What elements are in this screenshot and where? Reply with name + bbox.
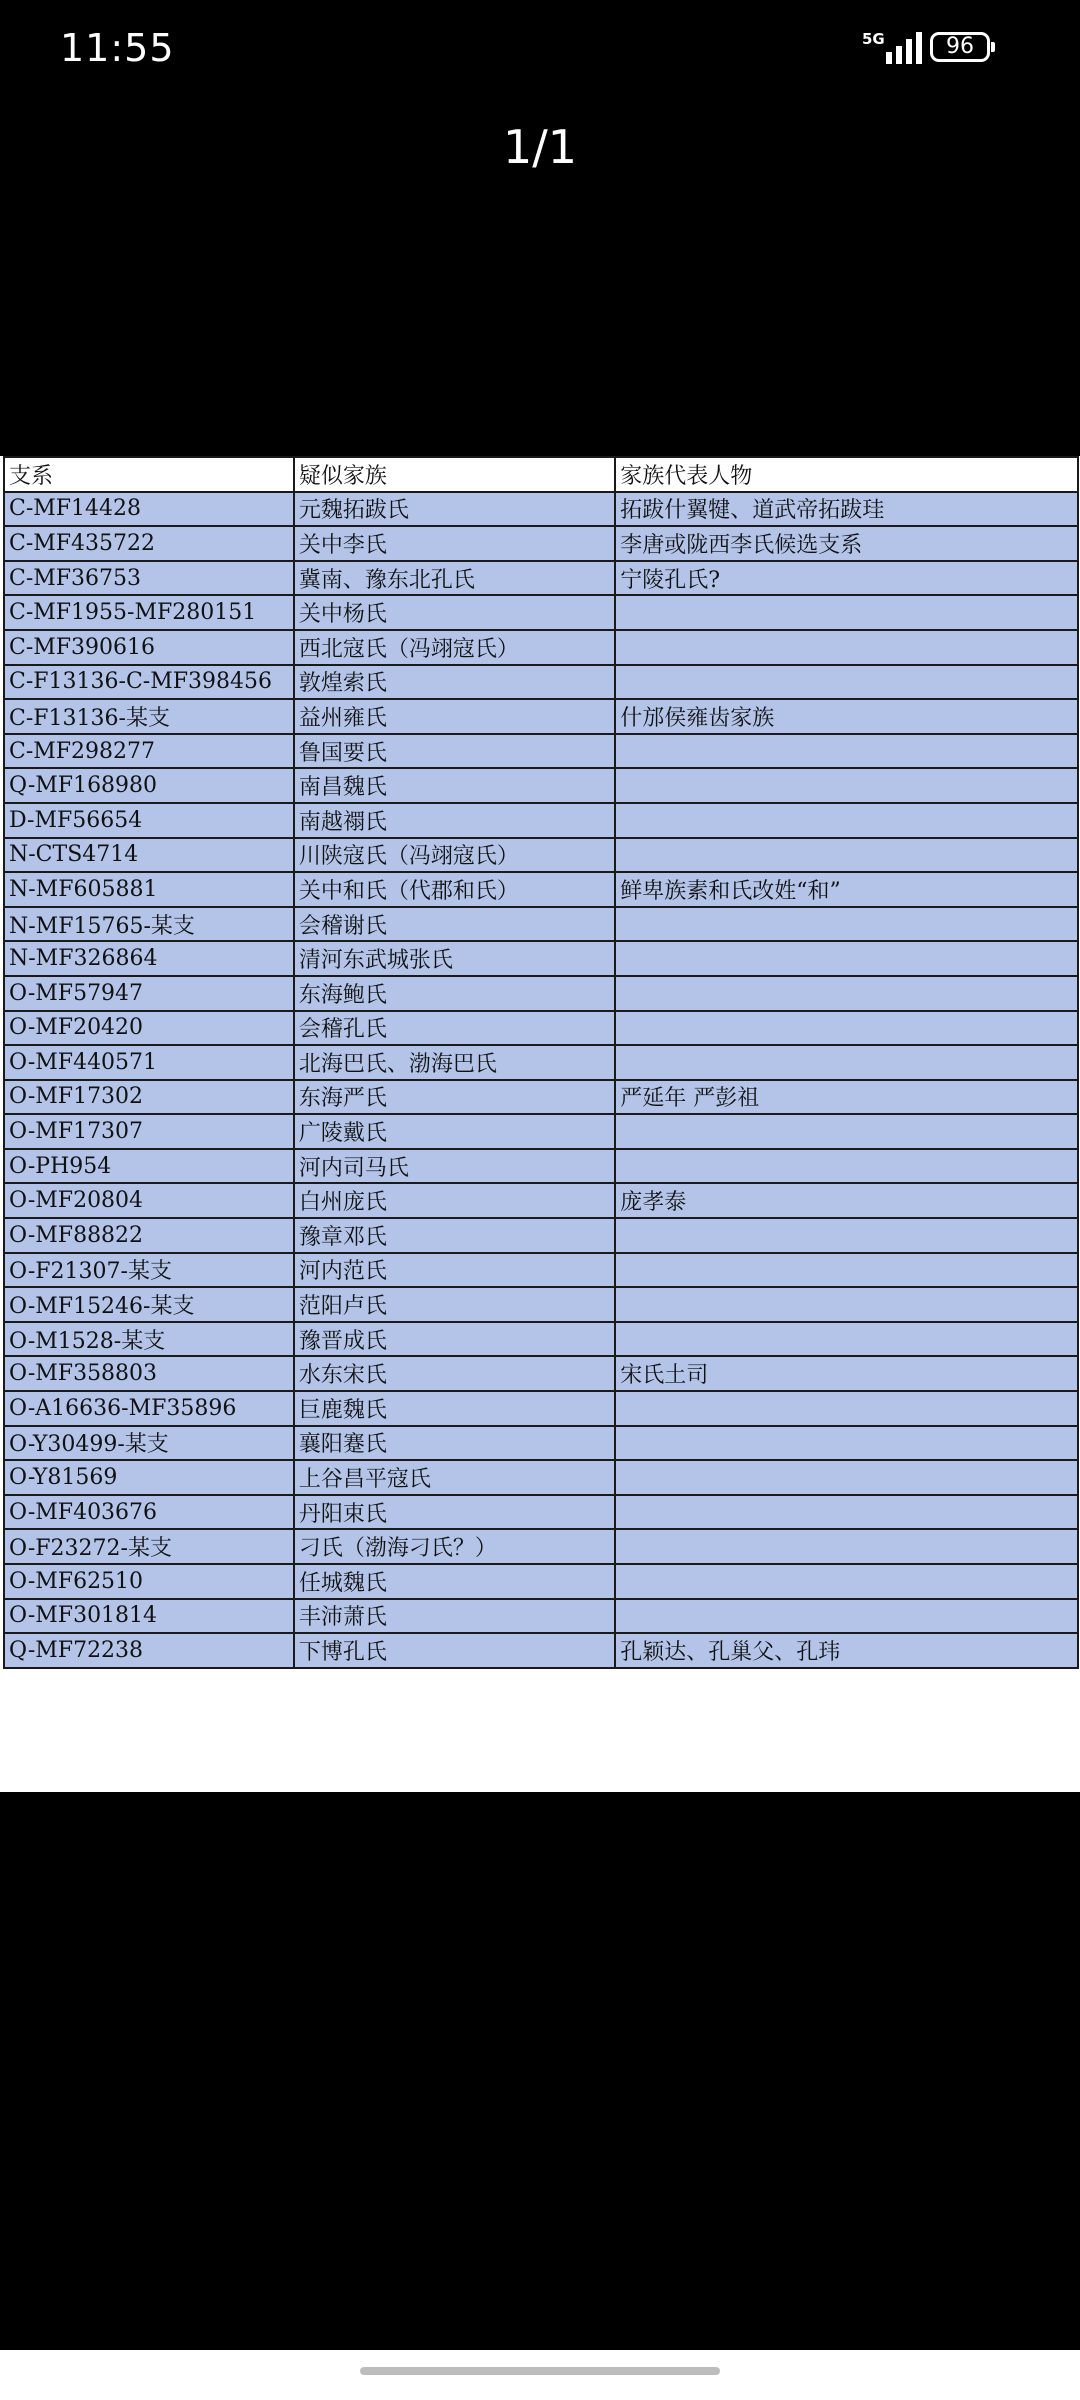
cell-family: 范阳卢氏	[294, 1287, 615, 1322]
cell-representatives	[615, 1253, 1078, 1288]
table-row	[4, 1287, 1078, 1322]
cell-representatives: 拓跋什翼犍、道武帝拓跋珪	[615, 492, 1078, 527]
cell-family: 东海严氏	[294, 1080, 615, 1115]
cell-family: 丰沛萧氏	[294, 1599, 615, 1634]
cell-family: 关中杨氏	[294, 595, 615, 630]
table-row	[4, 526, 1078, 561]
cell-family: 川陕寇氏（冯翊寇氏）	[294, 838, 615, 873]
cell-lineage: O-Y81569	[4, 1460, 294, 1495]
cell-lineage: O-MF20804	[4, 1183, 294, 1218]
page-indicator: 1/1	[502, 120, 578, 174]
table-row	[4, 1045, 1078, 1080]
cell-family: 河内司马氏	[294, 1149, 615, 1184]
cell-lineage: O-MF17302	[4, 1080, 294, 1115]
cell-lineage: O-PH954	[4, 1149, 294, 1184]
table-row	[4, 768, 1078, 803]
home-indicator[interactable]	[360, 2367, 720, 2375]
table-row	[4, 803, 1078, 838]
cell-representatives	[615, 768, 1078, 803]
table-row	[4, 1495, 1078, 1530]
cell-family: 白州庞氏	[294, 1183, 615, 1218]
table-body	[4, 492, 1078, 1668]
table-row	[4, 630, 1078, 665]
cell-family: 丹阳束氏	[294, 1495, 615, 1530]
cell-family: 会稽谢氏	[294, 907, 615, 942]
table-row	[4, 665, 1078, 700]
table-row	[4, 1253, 1078, 1288]
cell-representatives	[615, 907, 1078, 942]
cell-family: 会稽孔氏	[294, 1011, 615, 1046]
table-row	[4, 1633, 1078, 1668]
table-row	[4, 976, 1078, 1011]
cell-lineage: C-MF390616	[4, 630, 294, 665]
cell-lineage: C-MF36753	[4, 561, 294, 596]
table-row	[4, 734, 1078, 769]
table-row	[4, 1218, 1078, 1253]
cell-lineage: C-MF298277	[4, 734, 294, 769]
table-row	[4, 595, 1078, 630]
cell-family: 豫章邓氏	[294, 1218, 615, 1253]
cell-lineage: O-MF440571	[4, 1045, 294, 1080]
cell-lineage: C-F13136-C-MF398456	[4, 665, 294, 700]
cell-representatives: 鲜卑族素和氏改姓“和”	[615, 872, 1078, 907]
cell-family: 豫晋成氏	[294, 1322, 615, 1357]
cell-lineage: O-MF57947	[4, 976, 294, 1011]
cell-lineage: N-MF326864	[4, 941, 294, 976]
battery-level: 96	[946, 34, 974, 59]
cell-family: 敦煌索氏	[294, 665, 615, 700]
table-row	[4, 838, 1078, 873]
header-lineage: 支系	[4, 457, 294, 492]
cell-lineage: Q-MF168980	[4, 768, 294, 803]
cell-lineage: O-Y30499-某支	[4, 1426, 294, 1461]
cell-representatives	[615, 1114, 1078, 1149]
table-row	[4, 1391, 1078, 1426]
cell-lineage: C-MF14428	[4, 492, 294, 527]
cell-representatives	[615, 1529, 1078, 1564]
cell-representatives	[615, 1011, 1078, 1046]
cell-lineage: O-MF403676	[4, 1495, 294, 1530]
cell-family: 襄阳蹇氏	[294, 1426, 615, 1461]
table-row	[4, 1426, 1078, 1461]
cell-family: 清河东武城张氏	[294, 941, 615, 976]
table-row	[4, 1356, 1078, 1391]
cell-representatives: 孔颖达、孔巢父、孔玮	[615, 1633, 1078, 1668]
cell-family: 巨鹿魏氏	[294, 1391, 615, 1426]
cell-family: 关中和氏（代郡和氏）	[294, 872, 615, 907]
cell-lineage: O-F23272-某支	[4, 1529, 294, 1564]
table-header-row	[4, 457, 1078, 492]
table-row	[4, 907, 1078, 942]
cell-representatives	[615, 1045, 1078, 1080]
cell-representatives	[615, 734, 1078, 769]
cell-representatives	[615, 1149, 1078, 1184]
table-row	[4, 1149, 1078, 1184]
cell-family: 南昌魏氏	[294, 768, 615, 803]
cell-lineage: O-M1528-某支	[4, 1322, 294, 1357]
cell-lineage: O-MF20420	[4, 1011, 294, 1046]
cell-lineage: C-F13136-某支	[4, 699, 294, 734]
table-row	[4, 1564, 1078, 1599]
table-row	[4, 1183, 1078, 1218]
cell-family: 北海巴氏、渤海巴氏	[294, 1045, 615, 1080]
cell-family: 河内范氏	[294, 1253, 615, 1288]
cell-lineage: O-A16636-MF35896	[4, 1391, 294, 1426]
cell-family: 广陵戴氏	[294, 1114, 615, 1149]
table-row	[4, 1322, 1078, 1357]
table-row	[4, 1599, 1078, 1634]
cell-representatives	[615, 1460, 1078, 1495]
cell-lineage: O-MF88822	[4, 1218, 294, 1253]
document-image	[0, 456, 1080, 1792]
cell-representatives	[615, 595, 1078, 630]
cell-family: 西北寇氏（冯翊寇氏）	[294, 630, 615, 665]
table-row	[4, 699, 1078, 734]
cell-family: 下博孔氏	[294, 1633, 615, 1668]
cell-lineage: O-MF358803	[4, 1356, 294, 1391]
cell-representatives	[615, 941, 1078, 976]
lineage-table	[3, 456, 1079, 1669]
cell-representatives: 庞孝泰	[615, 1183, 1078, 1218]
cell-representatives	[615, 976, 1078, 1011]
cell-representatives	[615, 1218, 1078, 1253]
cell-lineage: N-CTS4714	[4, 838, 294, 873]
cell-representatives	[615, 1599, 1078, 1634]
cell-family: 刁氏（渤海刁氏？）	[294, 1529, 615, 1564]
network-type-label: 5G	[862, 30, 885, 48]
table-row	[4, 1114, 1078, 1149]
cell-family: 水东宋氏	[294, 1356, 615, 1391]
cell-family: 鲁国要氏	[294, 734, 615, 769]
table-row	[4, 872, 1078, 907]
status-time: 11:55	[60, 26, 175, 70]
cell-representatives: 宁陵孔氏?	[615, 561, 1078, 596]
cell-family: 益州雍氏	[294, 699, 615, 734]
cell-lineage: Q-MF72238	[4, 1633, 294, 1668]
cell-representatives	[615, 1287, 1078, 1322]
battery-icon	[930, 32, 990, 62]
table-row	[4, 1529, 1078, 1564]
cell-representatives: 李唐或陇西李氏候选支系	[615, 526, 1078, 561]
cell-lineage: D-MF56654	[4, 803, 294, 838]
cell-family: 元魏拓跋氏	[294, 492, 615, 527]
cell-representatives	[615, 1322, 1078, 1357]
cell-representatives: 严延年 严彭祖	[615, 1080, 1078, 1115]
cell-representatives: 宋氏土司	[615, 1356, 1078, 1391]
cell-representatives	[615, 665, 1078, 700]
cell-representatives	[615, 630, 1078, 665]
cell-family: 东海鲍氏	[294, 976, 615, 1011]
cellular-signal-icon	[862, 30, 922, 66]
header-representatives: 家族代表人物	[615, 457, 1078, 492]
cell-representatives	[615, 803, 1078, 838]
table-row	[4, 561, 1078, 596]
table-row	[4, 1080, 1078, 1115]
cell-representatives	[615, 1391, 1078, 1426]
header-family: 疑似家族	[294, 457, 615, 492]
table-row	[4, 1460, 1078, 1495]
cell-representatives	[615, 838, 1078, 873]
cell-lineage: N-MF605881	[4, 872, 294, 907]
cell-lineage: O-MF17307	[4, 1114, 294, 1149]
cell-family: 任城魏氏	[294, 1564, 615, 1599]
cell-lineage: O-F21307-某支	[4, 1253, 294, 1288]
cell-representatives	[615, 1426, 1078, 1461]
cell-representatives	[615, 1564, 1078, 1599]
table-row	[4, 1011, 1078, 1046]
cell-representatives: 什邡侯雍齿家族	[615, 699, 1078, 734]
status-bar	[0, 0, 1080, 100]
cell-representatives	[615, 1495, 1078, 1530]
cell-lineage: C-MF435722	[4, 526, 294, 561]
table-row	[4, 941, 1078, 976]
cell-family: 冀南、豫东北孔氏	[294, 561, 615, 596]
cell-family: 关中李氏	[294, 526, 615, 561]
signal-bars-icon	[884, 32, 924, 64]
navigation-bar	[0, 2350, 1080, 2400]
cell-family: 南越禤氏	[294, 803, 615, 838]
table-row	[4, 492, 1078, 527]
cell-lineage: O-MF62510	[4, 1564, 294, 1599]
cell-lineage: O-MF15246-某支	[4, 1287, 294, 1322]
cell-lineage: C-MF1955-MF280151	[4, 595, 294, 630]
cell-lineage: N-MF15765-某支	[4, 907, 294, 942]
cell-lineage: O-MF301814	[4, 1599, 294, 1634]
cell-family: 上谷昌平寇氏	[294, 1460, 615, 1495]
